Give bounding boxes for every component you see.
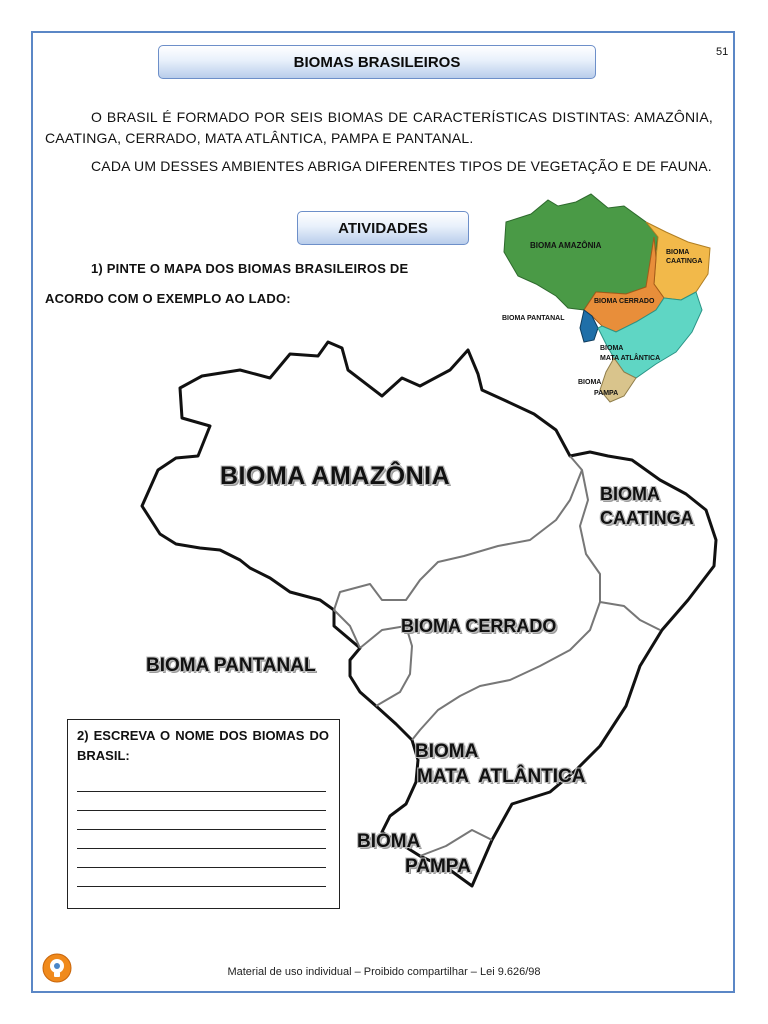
answer-line-5[interactable] xyxy=(77,867,326,868)
map-label-mata-1: BIOMA xyxy=(415,741,479,762)
intro-paragraph-2 xyxy=(45,156,713,177)
answer-line-2[interactable] xyxy=(77,810,326,811)
question2-box xyxy=(67,719,340,909)
map-label-mata-2: MATA ATLÂNTICA xyxy=(417,766,586,787)
map-label-caatinga-1: BIOMA xyxy=(600,484,660,504)
mini-label-caatinga-1: BIOMA xyxy=(666,249,690,256)
map-label-pantanal: BIOMA PANTANAL xyxy=(146,655,316,676)
answer-line-6[interactable] xyxy=(77,886,326,887)
map-label-amazonia: BIOMA AMAZÔNIA xyxy=(220,462,451,490)
footer-notice: Material de uso individual – Proibido compartilhar – Lei 9.626/98 xyxy=(227,966,541,978)
activities-heading: ATIVIDADES xyxy=(297,211,469,245)
mini-label-caatinga-2: CAATINGA xyxy=(666,258,703,265)
map-label-pampa-2: PAMPA xyxy=(405,856,471,877)
page-title: BIOMAS BRASILEIROS xyxy=(158,45,596,79)
map-label-pampa-1: BIOMA xyxy=(357,831,421,852)
answer-line-3[interactable] xyxy=(77,829,326,830)
answer-line-4[interactable] xyxy=(77,848,326,849)
map-label-cerrado: BIOMA CERRADO xyxy=(401,616,557,636)
question1-line2: ACORDO COM O EXEMPLO AO LADO: xyxy=(45,291,291,306)
answer-line-1[interactable] xyxy=(77,791,326,792)
mini-label-pantanal: BIOMA PANTANAL xyxy=(502,315,565,322)
mini-label-mata-1: BIOMA xyxy=(600,345,624,352)
mini-label-mata-2: MATA ATLÂNTICA xyxy=(600,355,661,362)
question2-text: 2) ESCREVA O NOME DOS BIOMAS DO BRASIL: xyxy=(77,728,329,763)
question1-line1: 1) PINTE O MAPA DOS BIOMAS BRASILEIROS DE xyxy=(91,261,409,276)
map-label-caatinga-2: CAATINGA xyxy=(600,508,694,528)
intro-paragraph-1 xyxy=(45,107,713,149)
intro-paragraph-2-text: CADA UM DESSES AMBIENTES ABRIGA DIFERENTES TIPOS DE VEGETAÇÃO E DE FAUNA. xyxy=(91,158,712,174)
mini-label-pampa-2: PAMPA xyxy=(594,390,619,397)
mini-label-amazonia: BIOMA AMAZÔNIA xyxy=(530,241,602,250)
page-number: 51 xyxy=(716,46,729,58)
mini-label-cerrado: BIOMA CERRADO xyxy=(594,298,655,305)
intro-paragraph-1-text: O BRASIL É FORMADO POR SEIS BIOMAS DE CARACTERÍSTICAS DISTINTAS: AMAZÔNIA, CAATINGA, CERRADO, MATA ATLÂNTICA, PAMPA E PANTANAL. xyxy=(45,109,713,146)
mini-label-pampa-1: BIOMA xyxy=(578,379,602,386)
